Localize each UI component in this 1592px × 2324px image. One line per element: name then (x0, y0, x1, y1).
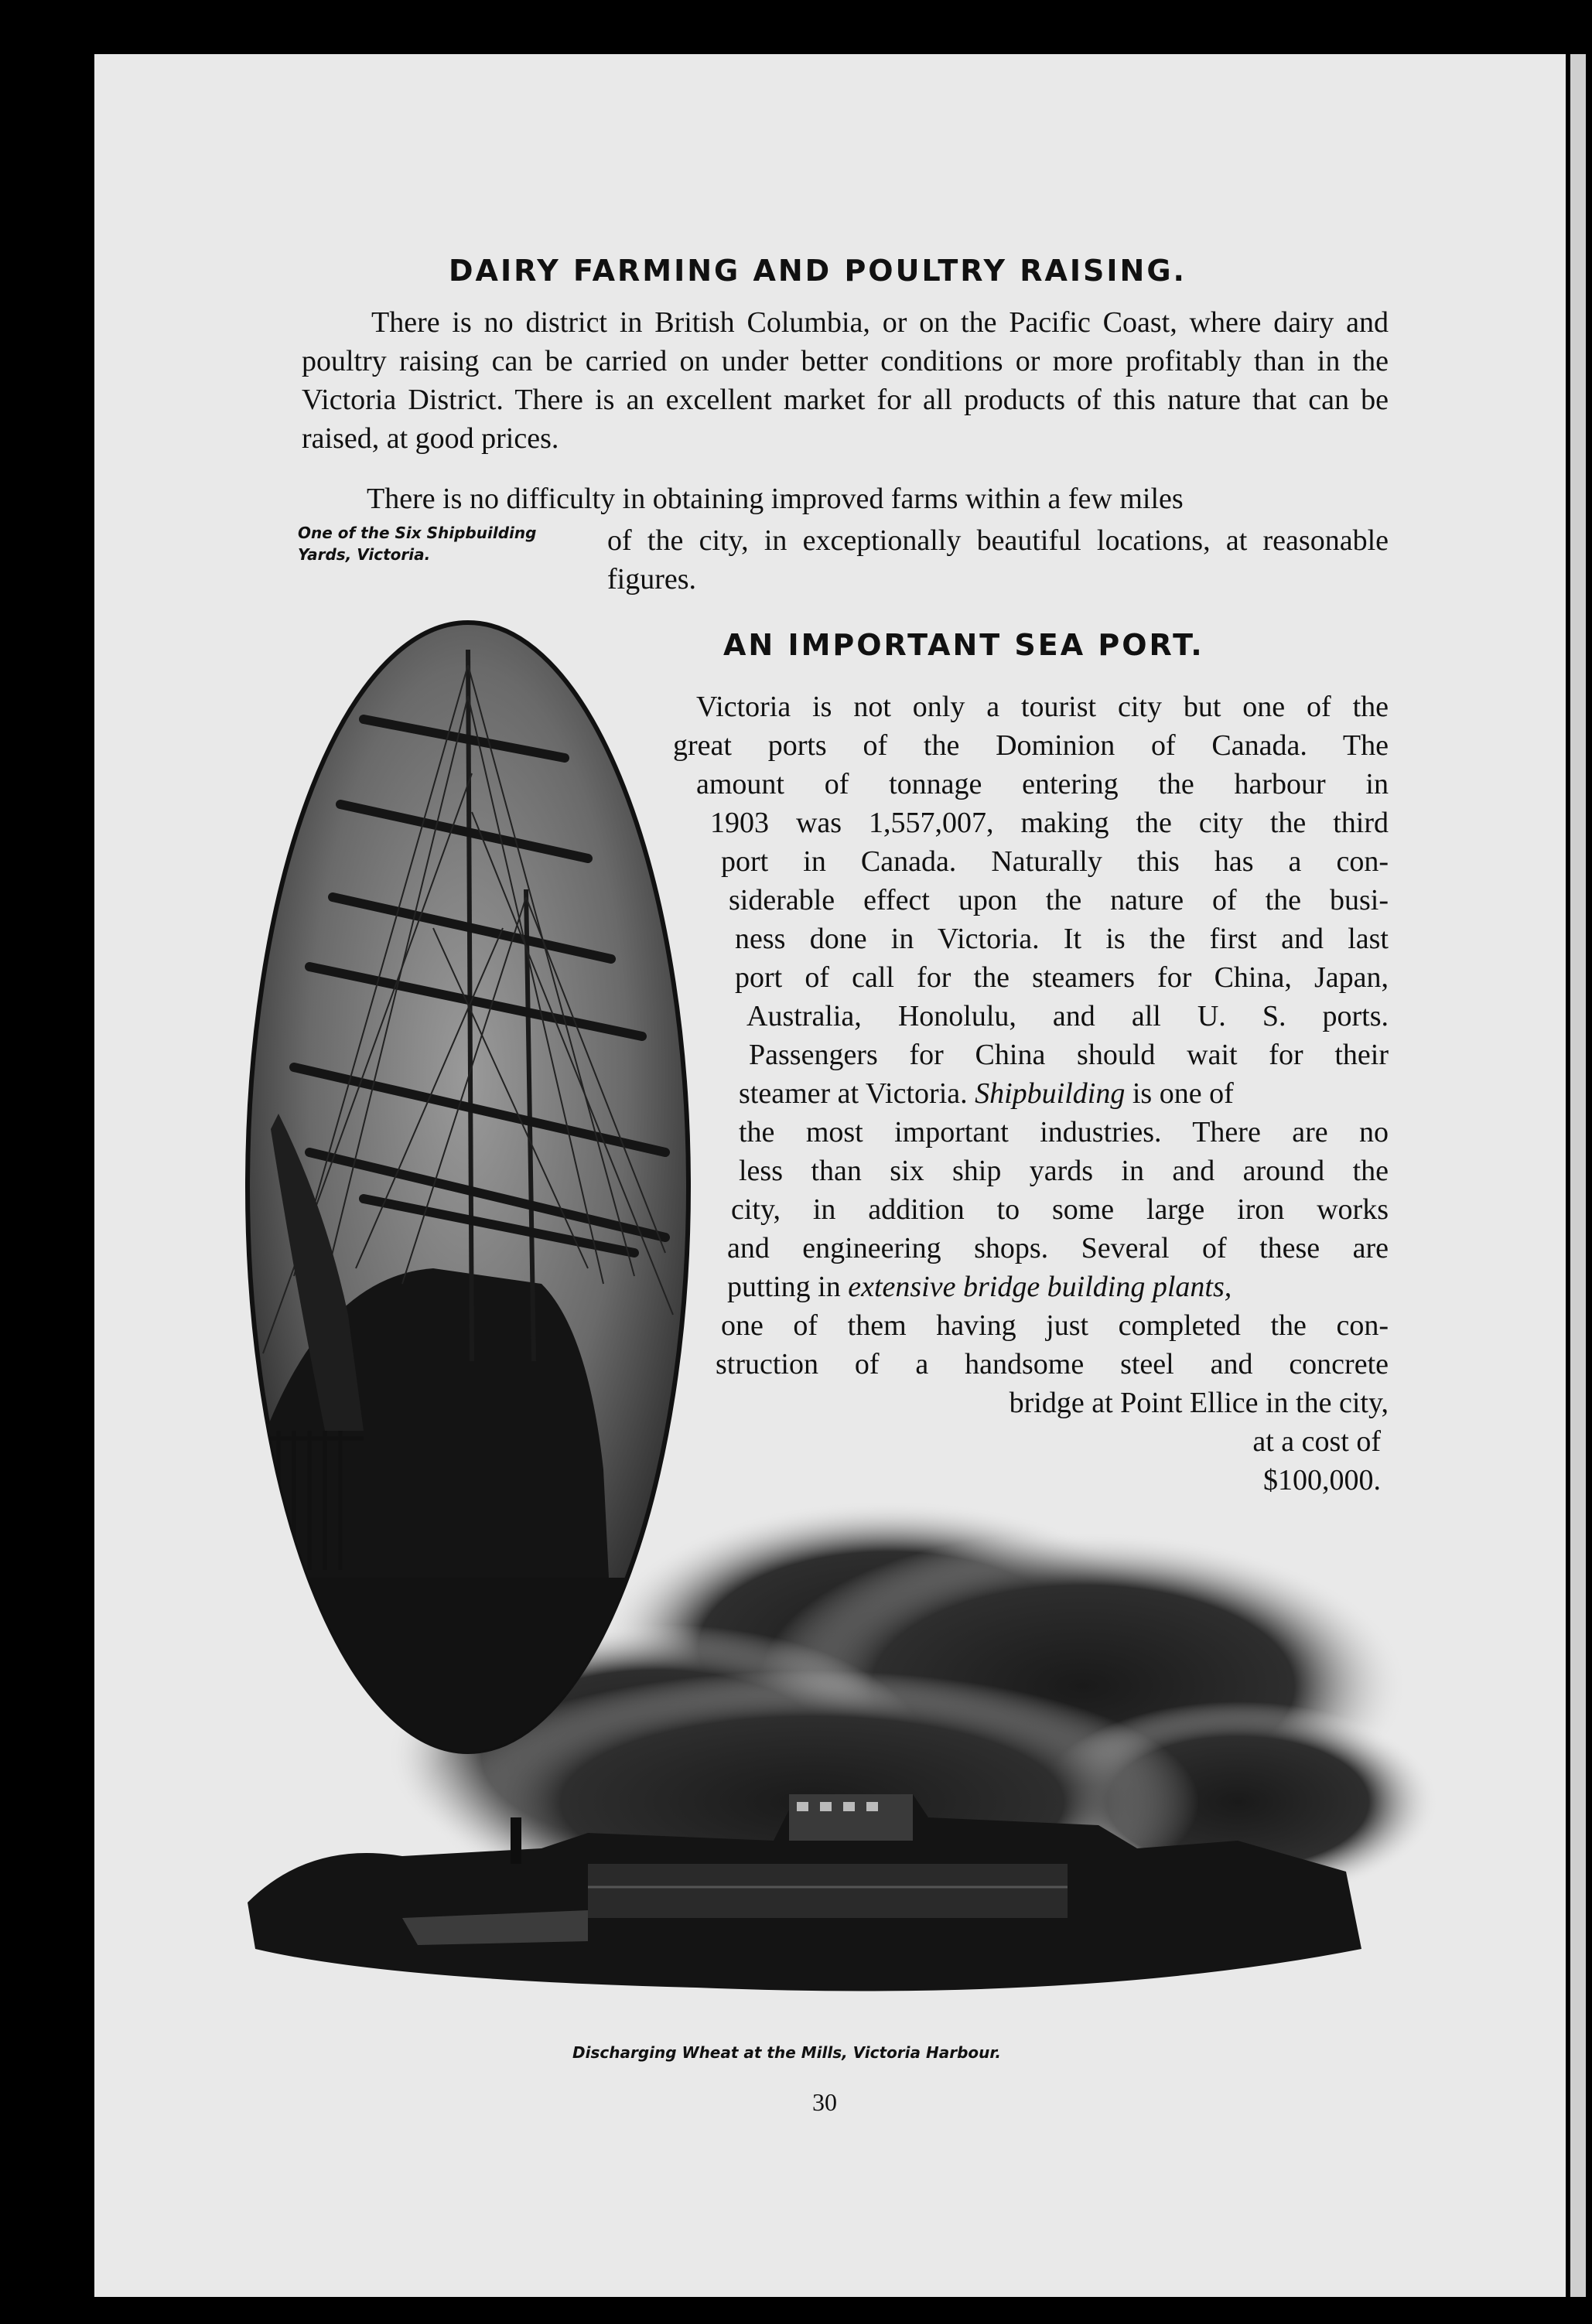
text-line: port in Canada. Naturally this has a con- (721, 845, 1389, 878)
text-line (727, 1268, 1389, 1306)
paragraph-farms-line1: There is no difficulty in obtaining improved farms within a few miles (367, 483, 1184, 515)
caption-harbour: Discharging Wheat at the Mills, Victoria Harbour. (572, 2043, 1001, 2062)
heading-sea-port: AN IMPORTANT SEA PORT. (723, 628, 1204, 662)
text-fragment: putting in (727, 1271, 841, 1303)
caption-shipbuilding: One of the Six Shipbuilding Yards, Victoria. (298, 524, 537, 564)
text-line: ness done in Victoria. It is the first and last (735, 923, 1389, 955)
text-line: city, in addition to some large iron works (731, 1193, 1389, 1226)
text-line: bridge at Point Ellice in the city, (1009, 1387, 1389, 1419)
text-line: Victoria is not only a tourist city but one of the (696, 691, 1389, 723)
text-line: and engineering shops. Several of these are (727, 1232, 1389, 1264)
text-line: $100,000. (1263, 1464, 1381, 1496)
text-line: great ports of the Dominion of Canada. The (673, 729, 1389, 762)
text-line: 1903 was 1,557,007, making the city the third (710, 807, 1389, 839)
text-line: siderable effect upon the nature of the busi- (729, 884, 1389, 916)
text-line: Passengers for China should wait for their (749, 1039, 1389, 1071)
text-line: port of call for the steamers for China, Japan, (735, 961, 1389, 994)
text-line: one of them having just completed the con- (721, 1309, 1389, 1342)
text-line: struction of a handsome steel and concrete (716, 1348, 1389, 1380)
text-line: less than six ship yards in and around the (739, 1155, 1389, 1187)
text-emphasis: extensive bridge building plants, (848, 1271, 1232, 1303)
text-line: at a cost of (1252, 1425, 1381, 1458)
text-line: the most important industries. There are no (739, 1116, 1389, 1148)
text-line (739, 1074, 1389, 1113)
text-fragment: is one of (1132, 1077, 1234, 1110)
text-line: amount of tonnage entering the harbour in (696, 768, 1389, 800)
text-line: Australia, Honolulu, and all U. S. ports. (746, 1000, 1389, 1032)
paragraph-dairy: There is no district in British Columbia, or on the Pacific Coast, where dairy and poultry raising can be carried on under better conditions or more profitably than in the Victoria District. There is an excellent market for all products of this nature that can be raised, at good prices. (302, 306, 1389, 455)
paragraph-farms-rest: of the city, in exceptionally beautiful locations, at reasonable figures. (607, 524, 1389, 596)
text-emphasis: Shipbuilding (975, 1077, 1126, 1110)
page-number: 30 (812, 2088, 837, 2116)
heading-dairy-farming: DAIRY FARMING AND POULTRY RAISING. (449, 254, 1187, 288)
text-fragment: steamer at Victoria. (739, 1077, 968, 1110)
